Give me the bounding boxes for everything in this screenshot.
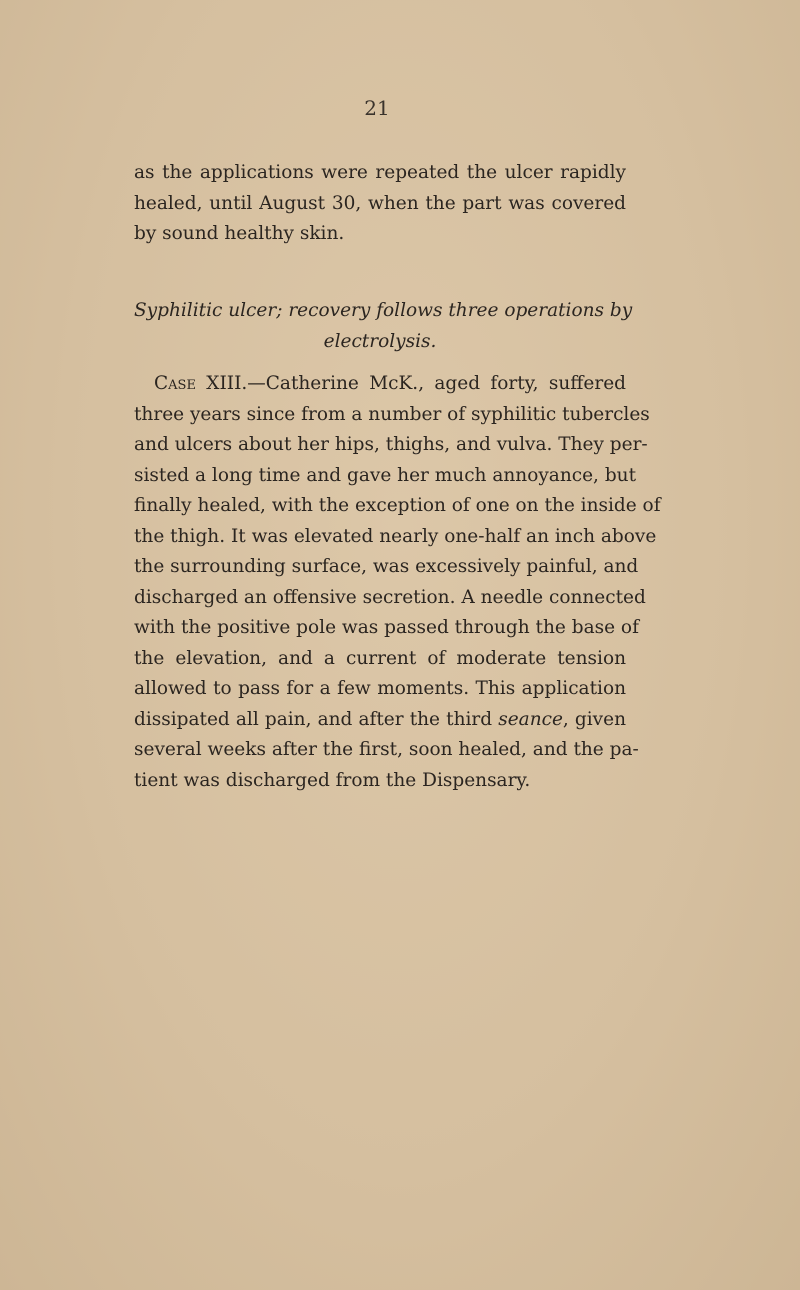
text-line: sisted a long time and gave her much annoyance, but [134, 464, 637, 486]
case-first-line: XIII.—Catherine McK., aged forty, suffered [195, 373, 626, 394]
page-number: 21 [364, 96, 390, 120]
section-heading [134, 295, 633, 357]
text-line: the elevation, and a current of moderate tension [134, 647, 626, 669]
text-line [134, 369, 626, 400]
text-line: healed, until August 30, when the part was covered [134, 192, 626, 214]
text-line: the surrounding surface, was excessively painful, and [134, 556, 639, 577]
heading-line: Syphilitic ulcer; recovery follows three operations by [134, 300, 633, 321]
paragraph-continuation [134, 158, 626, 250]
text-line: by sound healthy skin. [134, 223, 345, 244]
text-line: and ulcers about her hips, thighs, and vulva. They per- [134, 434, 648, 455]
text-line: tient was discharged from the Dispensary. [134, 769, 531, 791]
heading-line: electrolysis. [323, 331, 437, 352]
text-line: allowed to pass for a few moments. This application [134, 678, 626, 699]
text-line: with the positive pole was passed through the base of [134, 617, 639, 638]
text-line: finally healed, with the exception of one on the inside of [134, 495, 661, 516]
text-line: several weeks after the first, soon healed, and the pa- [134, 739, 639, 760]
seance-line-after: , given [562, 708, 626, 730]
text-line: three years since from a number of syphilitic tubercles [134, 403, 650, 425]
seance-word: seance [498, 708, 563, 730]
text-line: discharged an offensive secretion. A needle connected [134, 586, 646, 608]
text-line [134, 705, 626, 736]
text-line: as the applications were repeated the ulcer rapidly [134, 162, 626, 183]
case-paragraph [134, 369, 661, 796]
seance-line-before: dissipated all pain, and after the third [134, 708, 499, 730]
case-label: Case [154, 373, 196, 394]
text-line: the thigh. It was elevated nearly one-half an inch above [134, 525, 657, 547]
